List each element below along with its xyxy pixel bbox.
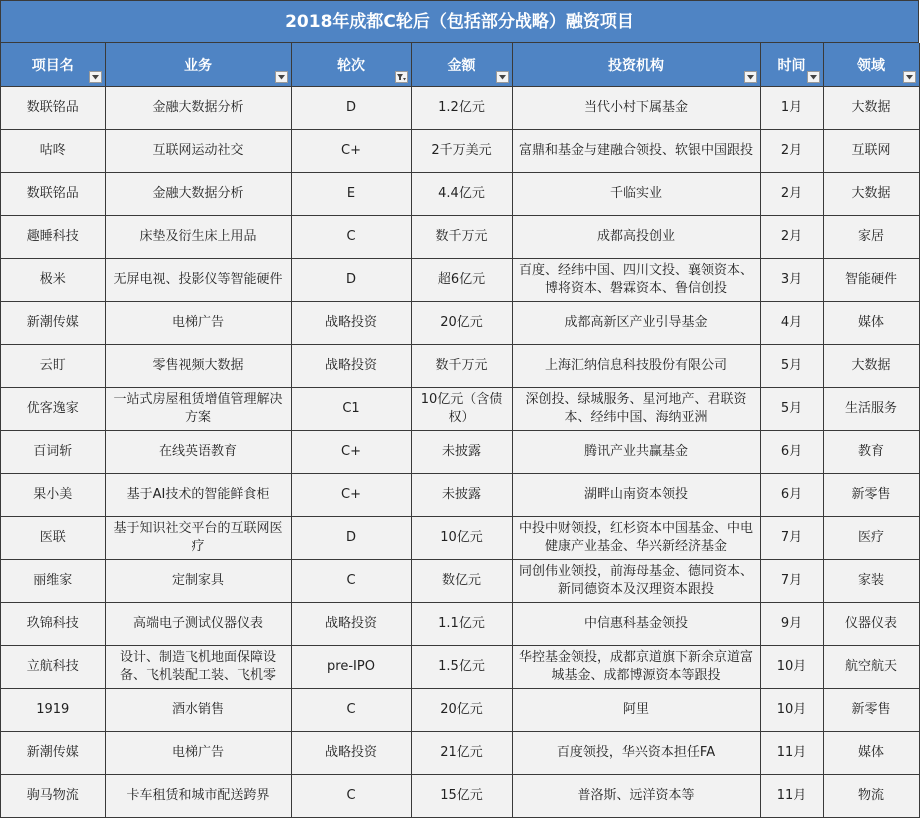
filter-dropdown-button[interactable] bbox=[744, 71, 757, 83]
cell-business[interactable]: 电梯广告 bbox=[105, 732, 291, 775]
filter-dropdown-button[interactable] bbox=[395, 71, 408, 83]
column-header-field bbox=[823, 43, 919, 87]
table-row bbox=[1, 603, 919, 646]
cell-field[interactable]: 航空航天 bbox=[823, 646, 919, 689]
cell-investors[interactable]: 华控基金领投，成都京道旗下新余京道富城基金、成都博源资本等跟投 bbox=[512, 646, 760, 689]
cell-investors[interactable]: 深创投、绿城服务、星河地产、君联资本、经纬中国、海纳亚洲 bbox=[512, 388, 760, 431]
cell-time[interactable]: 6月 bbox=[760, 431, 823, 474]
cell-field[interactable]: 大数据 bbox=[823, 173, 919, 216]
cell-project-name[interactable]: 数联铭品 bbox=[1, 87, 105, 130]
cell-investors[interactable]: 同创伟业领投，前海母基金、德同资本、新同德资本及汉理资本跟投 bbox=[512, 560, 760, 603]
cell-amount[interactable]: 4.4亿元 bbox=[411, 173, 512, 216]
column-header-label: 业务 bbox=[184, 57, 212, 74]
cell-business[interactable]: 一站式房屋租赁增值管理解决方案 bbox=[105, 388, 291, 431]
filter-dropdown-button[interactable] bbox=[807, 71, 820, 83]
cell-investors[interactable]: 阿里 bbox=[512, 689, 760, 732]
cell-field[interactable]: 新零售 bbox=[823, 474, 919, 517]
table-row bbox=[1, 517, 919, 560]
table-row bbox=[1, 646, 919, 689]
filter-applied-icon bbox=[397, 73, 406, 81]
cell-business[interactable]: 酒水销售 bbox=[105, 689, 291, 732]
cell-round[interactable]: C+ bbox=[291, 474, 411, 517]
cell-amount[interactable]: 数千万元 bbox=[411, 216, 512, 259]
table-row bbox=[1, 259, 919, 302]
cell-time[interactable]: 5月 bbox=[760, 345, 823, 388]
cell-round[interactable]: E bbox=[291, 173, 411, 216]
table-row bbox=[1, 732, 919, 775]
cell-project-name[interactable]: 云盯 bbox=[1, 345, 105, 388]
cell-field[interactable]: 互联网 bbox=[823, 130, 919, 173]
cell-field[interactable]: 媒体 bbox=[823, 732, 919, 775]
table-row bbox=[1, 431, 919, 474]
column-header-label: 轮次 bbox=[337, 57, 365, 74]
cell-time[interactable]: 11月 bbox=[760, 775, 823, 818]
cell-investors[interactable]: 上海汇纳信息科技股份有限公司 bbox=[512, 345, 760, 388]
filter-dropdown-button[interactable] bbox=[496, 71, 509, 83]
column-header-time bbox=[760, 43, 823, 87]
cell-round[interactable]: D bbox=[291, 87, 411, 130]
cell-investors[interactable]: 百度、经纬中国、四川文投、襄领资本、博将资本、磐霖资本、鲁信创投 bbox=[512, 259, 760, 302]
cell-business[interactable]: 电梯广告 bbox=[105, 302, 291, 345]
column-header-label: 时间 bbox=[777, 57, 806, 74]
cell-amount[interactable]: 1.2亿元 bbox=[411, 87, 512, 130]
cell-amount[interactable]: 未披露 bbox=[411, 474, 512, 517]
cell-round[interactable]: 战略投资 bbox=[291, 603, 411, 646]
sheet-title: 2018年成都C轮后（包括部分战略）融资项目 bbox=[1, 1, 919, 43]
table-row bbox=[1, 173, 919, 216]
cell-project-name[interactable]: 1919 bbox=[1, 689, 105, 732]
table-body bbox=[1, 87, 919, 818]
cell-business[interactable]: 无屏电视、投影仪等智能硬件 bbox=[105, 259, 291, 302]
cell-round[interactable]: C+ bbox=[291, 130, 411, 173]
table-row bbox=[1, 388, 919, 431]
cell-field[interactable]: 新零售 bbox=[823, 689, 919, 732]
cell-time[interactable]: 11月 bbox=[760, 732, 823, 775]
cell-amount[interactable]: 10亿元 bbox=[411, 517, 512, 560]
header-row bbox=[1, 43, 919, 87]
cell-time[interactable]: 9月 bbox=[760, 603, 823, 646]
cell-field[interactable]: 物流 bbox=[823, 775, 919, 818]
cell-project-name[interactable]: 果小美 bbox=[1, 474, 105, 517]
cell-field[interactable]: 家装 bbox=[823, 560, 919, 603]
cell-round[interactable]: C bbox=[291, 689, 411, 732]
table-row bbox=[1, 775, 919, 818]
cell-field[interactable]: 医疗 bbox=[823, 517, 919, 560]
column-header-business bbox=[105, 43, 291, 87]
cell-project-name[interactable]: 趣睡科技 bbox=[1, 216, 105, 259]
cell-business[interactable]: 卡车租赁和城市配送跨界 bbox=[105, 775, 291, 818]
cell-amount[interactable]: 未披露 bbox=[411, 431, 512, 474]
financing-table bbox=[1, 43, 920, 818]
cell-project-name[interactable]: 优客逸家 bbox=[1, 388, 105, 431]
column-header-investors bbox=[512, 43, 760, 87]
cell-amount[interactable]: 数千万元 bbox=[411, 345, 512, 388]
cell-round[interactable]: C bbox=[291, 216, 411, 259]
cell-round[interactable]: pre-IPO bbox=[291, 646, 411, 689]
cell-time[interactable]: 2月 bbox=[760, 216, 823, 259]
chevron-down-icon bbox=[91, 73, 100, 81]
cell-investors[interactable]: 普洛斯、远洋资本等 bbox=[512, 775, 760, 818]
cell-amount[interactable]: 1.1亿元 bbox=[411, 603, 512, 646]
chevron-down-icon bbox=[498, 73, 507, 81]
filter-dropdown-button[interactable] bbox=[903, 71, 916, 83]
cell-investors[interactable]: 中信惠科基金领投 bbox=[512, 603, 760, 646]
table-row bbox=[1, 474, 919, 517]
table-row bbox=[1, 216, 919, 259]
cell-time[interactable]: 4月 bbox=[760, 302, 823, 345]
cell-investors[interactable]: 富鼎和基金与建融合领投、软银中国跟投 bbox=[512, 130, 760, 173]
cell-project-name[interactable]: 丽维家 bbox=[1, 560, 105, 603]
cell-investors[interactable]: 当代小村下属基金 bbox=[512, 87, 760, 130]
cell-project-name[interactable]: 玖锦科技 bbox=[1, 603, 105, 646]
cell-time[interactable]: 10月 bbox=[760, 646, 823, 689]
cell-business[interactable]: 金融大数据分析 bbox=[105, 87, 291, 130]
cell-round[interactable]: 战略投资 bbox=[291, 345, 411, 388]
cell-field[interactable]: 生活服务 bbox=[823, 388, 919, 431]
cell-time[interactable]: 5月 bbox=[760, 388, 823, 431]
chevron-down-icon bbox=[277, 73, 286, 81]
cell-business[interactable]: 高端电子测试仪器仪表 bbox=[105, 603, 291, 646]
cell-amount[interactable]: 20亿元 bbox=[411, 689, 512, 732]
cell-round[interactable]: 战略投资 bbox=[291, 302, 411, 345]
cell-business[interactable]: 定制家具 bbox=[105, 560, 291, 603]
cell-business[interactable]: 基于知识社交平台的互联网医疗 bbox=[105, 517, 291, 560]
cell-round[interactable]: C bbox=[291, 560, 411, 603]
cell-field[interactable]: 大数据 bbox=[823, 87, 919, 130]
cell-round[interactable]: D bbox=[291, 259, 411, 302]
cell-business[interactable]: 零售视频大数据 bbox=[105, 345, 291, 388]
chevron-down-icon bbox=[746, 73, 755, 81]
cell-project-name[interactable]: 新潮传媒 bbox=[1, 302, 105, 345]
cell-investors[interactable]: 百度领投，华兴资本担任FA bbox=[512, 732, 760, 775]
column-header-label: 投资机构 bbox=[608, 57, 664, 74]
cell-investors[interactable]: 湖畔山南资本领投 bbox=[512, 474, 760, 517]
cell-amount[interactable]: 数亿元 bbox=[411, 560, 512, 603]
column-header-round bbox=[291, 43, 411, 87]
cell-field[interactable]: 媒体 bbox=[823, 302, 919, 345]
column-header-label: 领域 bbox=[857, 57, 885, 74]
cell-time[interactable]: 7月 bbox=[760, 560, 823, 603]
cell-round[interactable]: C bbox=[291, 775, 411, 818]
cell-investors[interactable]: 成都高投创业 bbox=[512, 216, 760, 259]
column-header-amount bbox=[411, 43, 512, 87]
cell-investors[interactable]: 腾讯产业共赢基金 bbox=[512, 431, 760, 474]
cell-time[interactable]: 3月 bbox=[760, 259, 823, 302]
cell-investors[interactable]: 中投中财领投，红杉资本中国基金、中电健康产业基金、华兴新经济基金 bbox=[512, 517, 760, 560]
chevron-down-icon bbox=[809, 73, 818, 81]
cell-time[interactable]: 2月 bbox=[760, 130, 823, 173]
cell-business[interactable]: 床垫及衍生床上用品 bbox=[105, 216, 291, 259]
column-header-label: 项目名 bbox=[31, 57, 74, 74]
cell-field[interactable]: 教育 bbox=[823, 431, 919, 474]
cell-project-name[interactable]: 医联 bbox=[1, 517, 105, 560]
cell-project-name[interactable]: 驹马物流 bbox=[1, 775, 105, 818]
cell-project-name[interactable]: 数联铭品 bbox=[1, 173, 105, 216]
cell-time[interactable]: 1月 bbox=[760, 87, 823, 130]
filter-dropdown-button[interactable] bbox=[89, 71, 102, 83]
cell-business[interactable]: 在线英语教育 bbox=[105, 431, 291, 474]
cell-amount[interactable]: 21亿元 bbox=[411, 732, 512, 775]
cell-time[interactable]: 7月 bbox=[760, 517, 823, 560]
cell-field[interactable]: 大数据 bbox=[823, 345, 919, 388]
cell-project-name[interactable]: 新潮传媒 bbox=[1, 732, 105, 775]
cell-round[interactable]: C+ bbox=[291, 431, 411, 474]
cell-project-name[interactable]: 极米 bbox=[1, 259, 105, 302]
table-row bbox=[1, 345, 919, 388]
cell-business[interactable]: 基于AI技术的智能鲜食柜 bbox=[105, 474, 291, 517]
cell-investors[interactable]: 千临实业 bbox=[512, 173, 760, 216]
cell-amount[interactable]: 2千万美元 bbox=[411, 130, 512, 173]
cell-round[interactable]: C1 bbox=[291, 388, 411, 431]
filter-dropdown-button[interactable] bbox=[275, 71, 288, 83]
cell-round[interactable]: D bbox=[291, 517, 411, 560]
cell-time[interactable]: 10月 bbox=[760, 689, 823, 732]
cell-amount[interactable]: 20亿元 bbox=[411, 302, 512, 345]
cell-time[interactable]: 6月 bbox=[760, 474, 823, 517]
cell-field[interactable]: 智能硬件 bbox=[823, 259, 919, 302]
column-header-project-name bbox=[1, 43, 105, 87]
cell-business[interactable]: 金融大数据分析 bbox=[105, 173, 291, 216]
column-header-label: 金额 bbox=[447, 57, 476, 74]
cell-business[interactable]: 互联网运动社交 bbox=[105, 130, 291, 173]
table-row bbox=[1, 560, 919, 603]
cell-project-name[interactable]: 咕咚 bbox=[1, 130, 105, 173]
cell-amount[interactable]: 超6亿元 bbox=[411, 259, 512, 302]
cell-investors[interactable]: 成都高新区产业引导基金 bbox=[512, 302, 760, 345]
cell-time[interactable]: 2月 bbox=[760, 173, 823, 216]
cell-project-name[interactable]: 立航科技 bbox=[1, 646, 105, 689]
cell-field[interactable]: 家居 bbox=[823, 216, 919, 259]
cell-business[interactable]: 设计、制造飞机地面保障设备、飞机装配工装、飞机零 bbox=[105, 646, 291, 689]
chevron-down-icon bbox=[905, 73, 914, 81]
table-row bbox=[1, 302, 919, 345]
table-row bbox=[1, 87, 919, 130]
cell-project-name[interactable]: 百词斩 bbox=[1, 431, 105, 474]
table-row bbox=[1, 689, 919, 732]
cell-amount[interactable]: 15亿元 bbox=[411, 775, 512, 818]
cell-amount[interactable]: 10亿元（含债权） bbox=[411, 388, 512, 431]
table-row bbox=[1, 130, 919, 173]
cell-field[interactable]: 仪器仪表 bbox=[823, 603, 919, 646]
cell-amount[interactable]: 1.5亿元 bbox=[411, 646, 512, 689]
cell-round[interactable]: 战略投资 bbox=[291, 732, 411, 775]
